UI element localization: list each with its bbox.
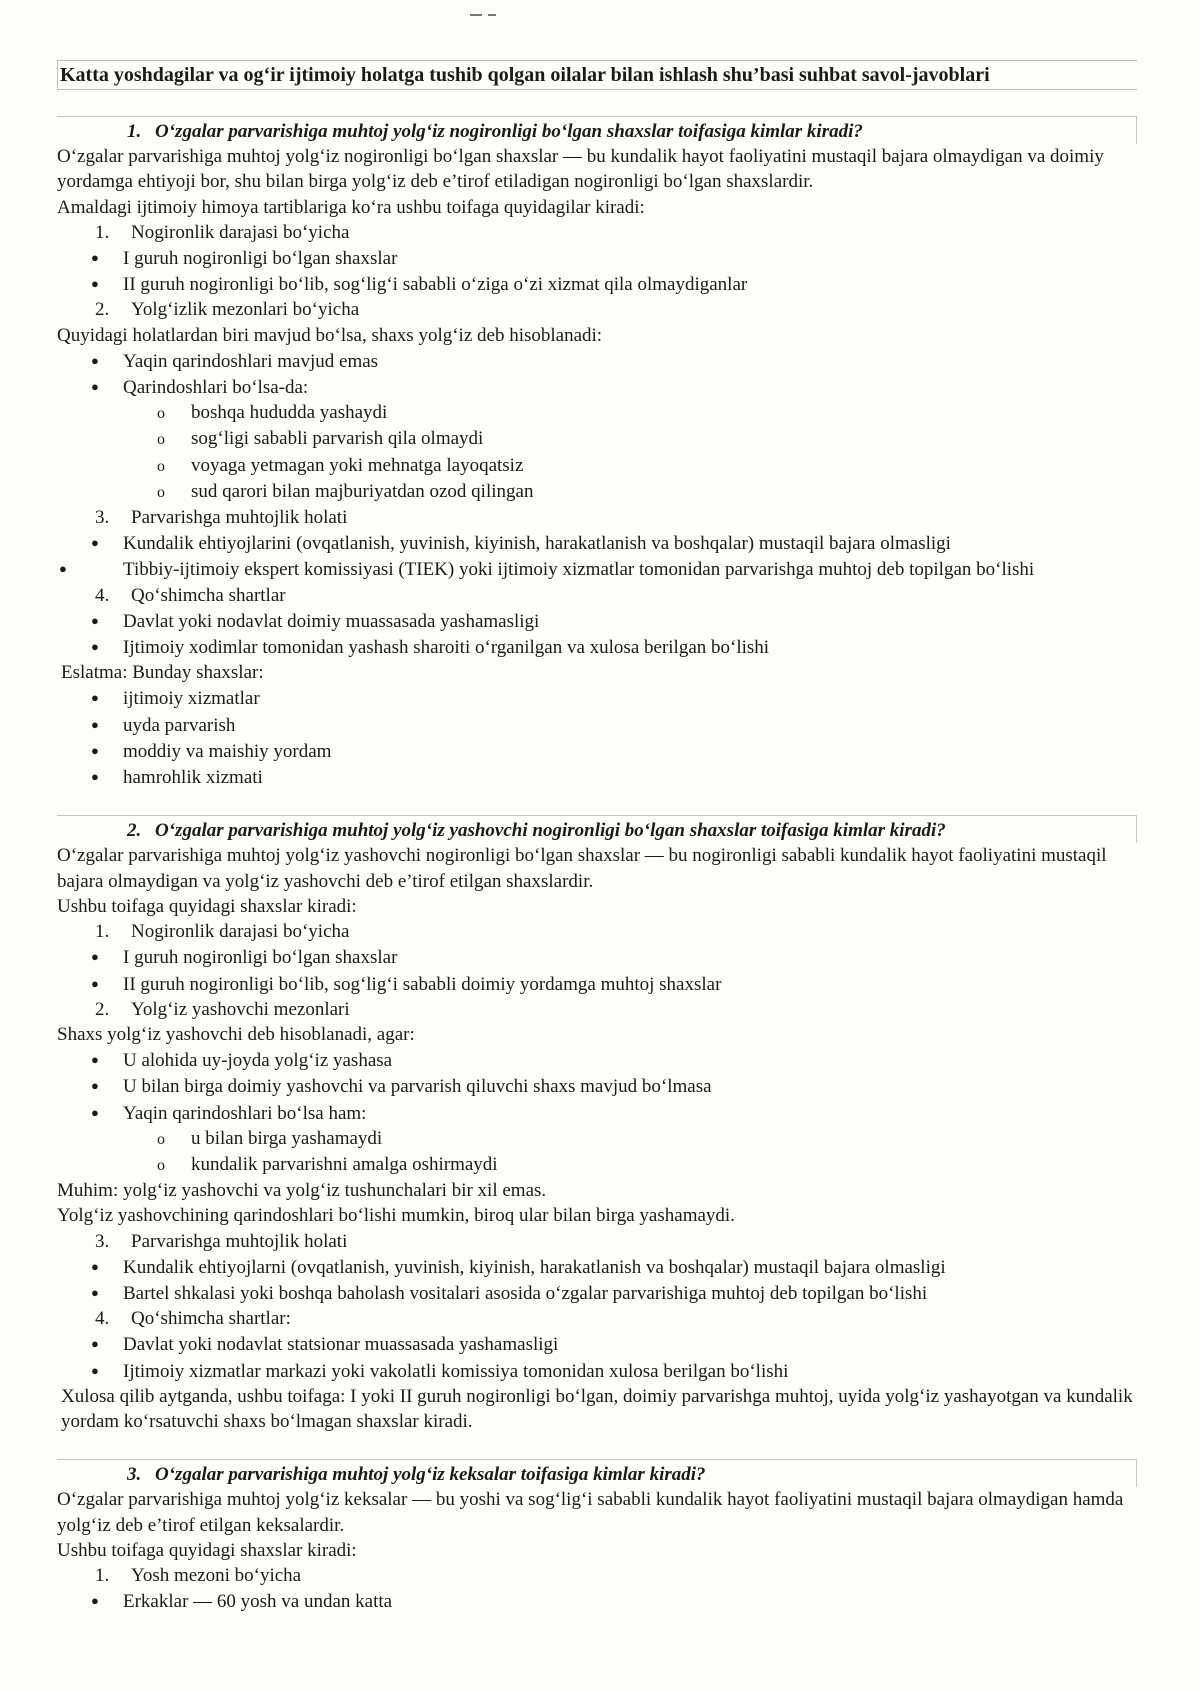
q1-intro: Amaldagi ijtimoiy himoya tartiblariga ko‘ra ushbu toifaga quyidagilar kiradi: bbox=[57, 196, 645, 218]
sub-list-item: o sog‘ligi sababli parvarish qila olmaydi bbox=[157, 428, 484, 450]
q1-definition: O‘zgalar parvarishiga muhtoj yolg‘iz nogironligi bo‘lgan shaxslar — bu kundalik hayot faoliyatini mustaqil bajara olmaydigan va doimiy yordamga ehtiyoji bor, shu bilan birga yolg‘iz deb e’tirof etiladigan nogironligi bo‘lgan shaxslardir. bbox=[57, 146, 1104, 193]
q2-conclusion: Xulosa qilib aytganda, ushbu toifaga: I yoki II guruh nogironligi bo‘lgan, doimiy parvarishga muhtoj, uyida yolg‘iz yashayotgan va kundalik yordam ko‘rsatuvchi shaxs bo‘lmagan shaxslar kiradi. bbox=[61, 1385, 1133, 1432]
list-item: ● Bartel shkalasi yoki boshqa baholash vositalari asosida o‘zgalar parvarishiga muhtoj deb topilgan bo‘lishi bbox=[91, 1282, 928, 1304]
list-item: ● uyda parvarish bbox=[91, 714, 236, 736]
list-item: ● Erkaklar — 60 yosh va undan katta bbox=[91, 1591, 393, 1613]
document-title: Katta yoshdagilar va og‘ir ijtimoiy holatga tushib qolgan oilalar bilan ishlash shu’basi suhbat savol-javoblari bbox=[57, 60, 1137, 90]
list-item: ● U bilan birga doimiy yashovchi va parvarish qiluvchi shaxs mavjud bo‘lmasa bbox=[91, 1076, 712, 1098]
list-item: ● Yaqin qarindoshlari bo‘lsa ham: bbox=[91, 1102, 367, 1124]
question-1-heading bbox=[57, 116, 1137, 144]
list-item: ● Kundalik ehtiyojlarini (ovqatlanish, yuvinish, kiyinish, harakatlanish va boshqalar) mustaqil bajara olmasligi bbox=[91, 533, 951, 555]
question-2-number: 2. bbox=[127, 820, 142, 842]
question-2-text: O‘zgalar parvarishiga muhtoj yolg‘iz yashovchi nogironligi bo‘lgan shaxslar toifasiga kimlar kiradi? bbox=[155, 820, 946, 842]
list-item: ● Ijtimoiy xodimlar tomonidan yashash sharoiti o‘rganilgan va xulosa berilgan bo‘lishi bbox=[91, 637, 770, 659]
question-1-number: 1. bbox=[127, 121, 142, 142]
document-body bbox=[57, 60, 1137, 1614]
question-2-heading bbox=[57, 815, 1137, 843]
q1-section-4: 4. Qo‘shimcha shartlar bbox=[95, 584, 286, 606]
list-item: ● Davlat yoki nodavlat statsionar muassasada yashamasligi bbox=[91, 1334, 559, 1356]
scan-mark bbox=[470, 6, 506, 10]
q2-definition: O‘zgalar parvarishiga muhtoj yolg‘iz yashovchi nogironligi bo‘lgan shaxslar — bu nogironligi sababli kundalik hayot faoliyatini mustaqil bajara olmaydigan va yolg‘iz yashovchi deb e’tirof etilgan shaxslardir. bbox=[57, 845, 1107, 892]
list-item: ● hamrohlik xizmati bbox=[91, 767, 263, 789]
q1-note: Eslatma: Bunday shaxslar: bbox=[61, 662, 264, 684]
list-item: ● Qarindoshlari bo‘lsa-da: bbox=[91, 377, 309, 399]
question-3-heading bbox=[57, 1459, 1137, 1487]
q2-section-2: 2. Yolg‘iz yashovchi mezonlari bbox=[95, 998, 350, 1020]
list-item: ● I guruh nogironligi bo‘lgan shaxslar bbox=[91, 248, 398, 270]
q1-section-3: 3. Parvarishga muhtojlik holati bbox=[95, 507, 348, 529]
list-item: ● ijtimoiy xizmatlar bbox=[91, 688, 260, 710]
sub-list-item: o voyaga yetmagan yoki mehnatga layoqatsiz bbox=[157, 454, 524, 476]
list-item: ● Tibbiy-ijtimoiy ekspert komissiyasi (TIEK) yoki ijtimoiy xizmatlar tomonidan parvarishga muhtoj deb topilgan bo‘lishi bbox=[59, 559, 1035, 581]
list-item: ● II guruh nogironligi bo‘lib, sog‘lig‘i sababli o‘ziga o‘zi xizmat qila olmaydiganlar bbox=[91, 274, 748, 296]
q2-important: Muhim: yolg‘iz yashovchi va yolg‘iz tushunchalari bir xil emas. bbox=[57, 1180, 547, 1202]
q3-section-1: 1. Yosh mezoni bo‘yicha bbox=[95, 1564, 302, 1586]
q1-section-2: 2. Yolg‘izlik mezonlari bo‘yicha bbox=[95, 299, 360, 321]
q2-intro: Ushbu toifaga quyidagi shaxslar kiradi: bbox=[57, 895, 357, 917]
q3-definition: O‘zgalar parvarishiga muhtoj yolg‘iz keksalar — bu yoshi va sog‘lig‘i sababli kundalik hayot faoliyatini mustaqil bajara olmaydigan hamda yolg‘iz deb e’tirof etilgan keksalardir. bbox=[57, 1489, 1124, 1536]
question-3-number: 3. bbox=[127, 1464, 142, 1486]
list-item: ● I guruh nogironligi bo‘lgan shaxslar bbox=[91, 947, 398, 969]
sub-list-item: o sud qarori bilan majburiyatdan ozod qilingan bbox=[157, 480, 534, 502]
list-item: ● moddiy va maishiy yordam bbox=[91, 740, 332, 762]
list-item: ● Kundalik ehtiyojlarni (ovqatlanish, yuvinish, kiyinish, harakatlanish va boshqalar) mustaqil bajara olmasligi bbox=[91, 1256, 946, 1278]
question-3-text: O‘zgalar parvarishiga muhtoj yolg‘iz keksalar toifasiga kimlar kiradi? bbox=[155, 1464, 706, 1486]
sub-list-item: o boshqa hududda yashaydi bbox=[157, 402, 388, 424]
sub-list-item: o kundalik parvarishni amalga oshirmaydi bbox=[157, 1153, 498, 1175]
sub-list-item: o u bilan birga yashamaydi bbox=[157, 1127, 383, 1149]
q2-important-detail: Yolg‘iz yashovchining qarindoshlari bo‘lishi mumkin, biroq ular bilan birga yashamaydi. bbox=[57, 1205, 735, 1227]
list-item: ● II guruh nogironligi bo‘lib, sog‘lig‘i sababli doimiy yordamga muhtoj shaxslar bbox=[91, 973, 722, 995]
q1-section-1: 1. Nogironlik darajasi bo‘yicha bbox=[95, 221, 350, 243]
list-item: ● Yaqin qarindoshlari mavjud emas bbox=[91, 350, 379, 372]
q1-section-2-intro: Quyidagi holatlardan biri mavjud bo‘lsa, shaxs yolg‘iz deb hisoblanadi: bbox=[57, 324, 603, 346]
q2-section-4: 4. Qo‘shimcha shartlar: bbox=[95, 1308, 291, 1330]
q2-section-2-intro: Shaxs yolg‘iz yashovchi deb hisoblanadi, agar: bbox=[57, 1023, 415, 1045]
list-item: ● Davlat yoki nodavlat doimiy muassasada yashamasligi bbox=[91, 610, 540, 632]
list-item: ● U alohida uy-joyda yolg‘iz yashasa bbox=[91, 1050, 393, 1072]
list-item: ● Ijtimoiy xizmatlar markazi yoki vakolatli komissiya tomonidan xulosa berilgan bo‘lishi bbox=[91, 1360, 789, 1382]
q3-intro: Ushbu toifaga quyidagi shaxslar kiradi: bbox=[57, 1539, 357, 1561]
q2-section-1: 1. Nogironlik darajasi bo‘yicha bbox=[95, 921, 350, 943]
q2-section-3: 3. Parvarishga muhtojlik holati bbox=[95, 1230, 348, 1252]
question-1-text: O‘zgalar parvarishiga muhtoj yolg‘iz nogironligi bo‘lgan shaxslar toifasiga kimlar kiradi? bbox=[155, 121, 863, 142]
